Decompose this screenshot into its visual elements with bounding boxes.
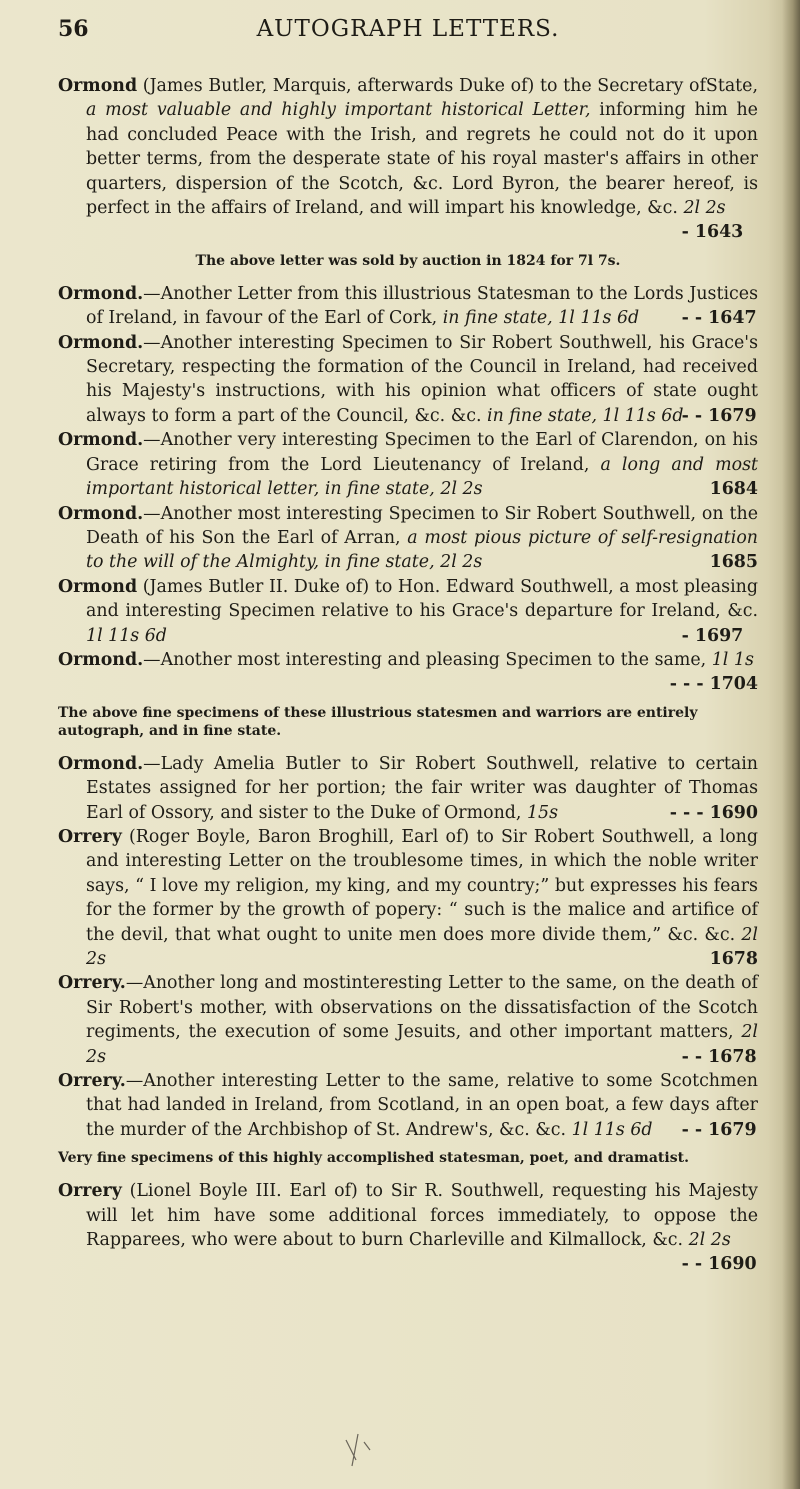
- catalogue-entry: Ormond (James Butler II. Duke of) to Hon. Edward Southwell, a most pleasing and interesting Specimen relative to his Grace's departure for Ireland, &c. 1l 11s 6d - 1697: [58, 576, 758, 646]
- catalogue-entry: Orrery (Lionel Boyle III. Earl of) to Sir R. Southwell, requesting his Majesty will let him have some additional forces immediately, to oppose the Rapparees, who were about to burn Charleville and Kilmallock, &c. 2l 2s - - 1690: [58, 1181, 758, 1275]
- catalogue-entry: Ormond.—Lady Amelia Butler to Sir Robert Southwell, relative to certain Estates assigned for her portion; the fair writer was daughter of Thomas Earl of Ossory, and sister to the Duke of Ormond, 15s - - - 1690: [58, 753, 758, 823]
- running-title: AUTOGRAPH LETTERS.: [256, 16, 560, 42]
- catalogue-entry: Orrery (Roger Boyle, Baron Broghill, Earl of) to Sir Robert Southwell, a long and interesting Letter on the troublesome times, in which the noble writer says, “ I love my religion, my king, and my country;” but expresses his fears for the former by the growth of popery: “ such is the malice and artifice of the devil, that what ought to unite men does more divide them,” &c. &c. 2l 2s 1678: [58, 826, 758, 969]
- catalogue-entry: Orrery.—Another long and mostinteresting Letter to the same, on the death of Sir Robert's mother, with observations on the dissatisfaction of the Scotch regiments, the execution of some Jesuits, and other important matters, 2l 2s - - 1678: [58, 973, 758, 1067]
- page-number: 56: [58, 16, 89, 42]
- sale-note: The above letter was sold by auction in 1824 for 7l 7s.: [195, 252, 621, 269]
- autograph-note: The above fine specimens of these illustrious statesmen and warriors are entirely autograph, and in fine state.: [58, 704, 698, 739]
- catalogue-entry: Ormond.—Another most interesting and pleasing Specimen to the same, 1l 1s - - - 1704: [58, 649, 758, 695]
- specimen-note: Very fine specimens of this highly accomplished statesman, poet, and dramatist.: [58, 1150, 689, 1167]
- catalogue-entry: Orrery.—Another interesting Letter to the same, relative to some Scotchmen that had landed in Ireland, from Scotland, in an open boat, a few days after the murder of the Archbishop of St. Andrew's, &c. &c. 1l 11s 6d - - 1679: [58, 1071, 758, 1140]
- catalogue-entry: Ormond.—Another interesting Specimen to Sir Robert Southwell, his Grace's Secretary, respecting the formation of the Council in Ireland, had received his Majesty's instructions, with his opinion what officers of state ought always to form a part of the Council, &c. &c. in fine state, 1l 11s 6d - - 1679: [58, 332, 758, 426]
- page-header: [58, 16, 758, 56]
- page-edge-shadow: [782, 0, 800, 1489]
- catalogue-content: [58, 74, 758, 1277]
- catalogue-entry: Ormond.—Another most interesting Specimen to Sir Robert Southwell, on the Death of his Son the Earl of Arran, a most pious picture of self-resignation to the will of the Almighty, in fine state, 2l 2s 1685: [58, 503, 758, 573]
- catalogue-entry: Ormond.—Another very interesting Specimen to the Earl of Clarendon, on his Grace retiring from the Lord Lieutenancy of Ireland, a long and most important historical letter, in fine state, 2l 2s 1684: [58, 430, 758, 500]
- pencil-mark-icon: [340, 1430, 380, 1470]
- catalogue-entry: Ormond.—Another Letter from this illustrious Statesman to the Lords Justices of Ireland, in favour of the Earl of Cork, in fine state, 1l 11s 6d - - 1647: [58, 283, 758, 329]
- catalogue-entry: Ormond (James Butler, Marquis, afterwards Duke of) to the Secretary ofState, a most valuable and highly important historical Letter, informing him he had concluded Peace with the Irish, and regrets he could not do it upon better terms, from the desperate state of his royal master's affairs in other quarters, dispersion of the Scotch, &c. Lord Byron, the bearer hereof, is perfect in the affairs of Ireland, and will impart his knowledge, &c. 2l 2s - 1643: [58, 76, 758, 243]
